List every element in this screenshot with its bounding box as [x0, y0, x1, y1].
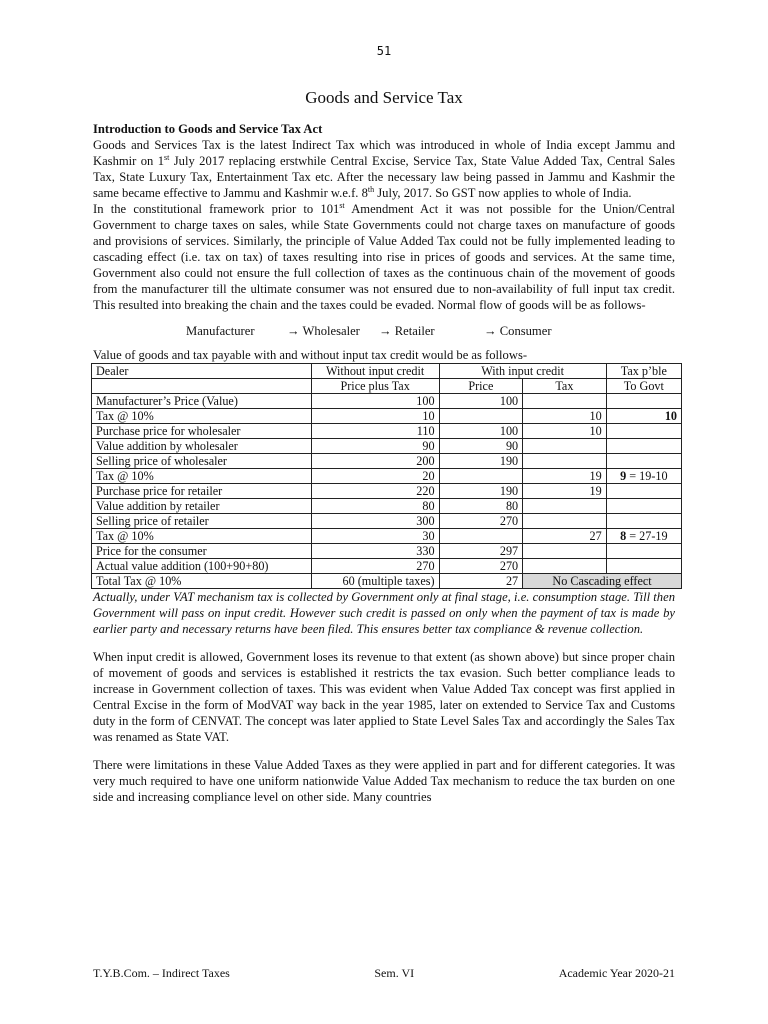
vat-note: Actually, under VAT mechanism tax is collected by Government only at final stage, i.e. consumption stage. Till then Government will pass on input credit. However such credit is passed on only when the payment of tax is made by earlier party and necessary returns have been filed. This ensures better tax compliance & revenue collection. [93, 590, 675, 636]
row-price: 80 [439, 499, 523, 514]
header-without-credit: Without input credit [311, 364, 439, 379]
row-tax [523, 559, 607, 574]
row-label: Tax @ 10% [92, 469, 312, 484]
row-to-govt [606, 439, 681, 454]
flow-wholesaler: → Wholesaler [287, 324, 360, 338]
main-content [93, 121, 675, 805]
row-label: Value addition by wholesaler [92, 439, 312, 454]
subheader-price-plus-tax: Price plus Tax [311, 379, 439, 394]
row-label: Purchase price for retailer [92, 484, 312, 499]
section-heading: Introduction to Goods and Service Tax Act [93, 122, 323, 136]
flow-retailer: → Retailer [379, 324, 435, 338]
row-price [439, 529, 523, 544]
subheader-tax: Tax [523, 379, 607, 394]
row-price: 297 [439, 544, 523, 559]
row-without-credit: 330 [311, 544, 439, 559]
row-price: 90 [439, 439, 523, 454]
table-row [92, 559, 682, 574]
page-number: 51 [376, 44, 392, 58]
row-label: Selling price of wholesaler [92, 454, 312, 469]
table-row [92, 529, 682, 544]
row-without-credit: 80 [311, 499, 439, 514]
row-to-govt [606, 544, 681, 559]
row-tax [523, 394, 607, 409]
row-price: 100 [439, 424, 523, 439]
row-without-credit: 30 [311, 529, 439, 544]
row-to-govt-amount: 9 [620, 469, 627, 483]
row-tax [523, 439, 607, 454]
row-label: Manufacturer’s Price (Value) [92, 394, 312, 409]
row-tax [523, 514, 607, 529]
row-without-credit: 100 [311, 394, 439, 409]
table-intro: Value of goods and tax payable with and without input tax credit would be as follows- [93, 348, 528, 362]
header-with-credit: With input credit [439, 364, 606, 379]
row-price: 270 [439, 514, 523, 529]
row-to-govt-formula: = 27-19 [626, 529, 668, 543]
row-tax: 27 [523, 529, 607, 544]
row-tax: 10 [523, 409, 607, 424]
row-price: 270 [439, 559, 523, 574]
row-to-govt-amount: 8 [620, 529, 627, 543]
footer-semester: Sem. VI [374, 966, 415, 980]
row-without-credit: 200 [311, 454, 439, 469]
total-note: No Cascading effect [523, 574, 682, 589]
row-price [439, 409, 523, 424]
row-to-govt [606, 529, 681, 544]
row-label: Value addition by retailer [92, 499, 312, 514]
row-label: Actual value addition (100+90+80) [92, 559, 312, 574]
total-without: 60 (multiple taxes) [311, 574, 439, 589]
framework-paragraph: In the constitutional framework prior to 101st Amendment Act it was not possible for the Union/Central Government to charge taxes on sales, while State Governments could not charge taxes on manufacture of goods and provisions of services. Similarly, the principle of Value Added Tax could not be fully implemented leading to cascading effect (i.e. tax on tax) of taxes resulting into rise in prices of goods and services. At the same time, Government also could not ensure the full collection of taxes as the continuous chain of the movement of goods from the manufacturer till the ultimate consumer was not ensured due to non-availability of full input tax credit. This resulted into breaking the chain and the taxes could be evaded. Normal flow of goods will be as follows- [93, 200, 675, 312]
row-to-govt-formula: = 19-10 [626, 469, 668, 483]
table-row [92, 394, 682, 409]
row-to-govt [606, 469, 681, 484]
total-label: Total Tax @ 10% [92, 574, 312, 589]
row-without-credit: 270 [311, 559, 439, 574]
table-row [92, 424, 682, 439]
table-row [92, 499, 682, 514]
table-row [92, 514, 682, 529]
row-price: 190 [439, 454, 523, 469]
row-to-govt [606, 559, 681, 574]
row-to-govt [606, 499, 681, 514]
row-tax: 10 [523, 424, 607, 439]
table-row [92, 469, 682, 484]
header-tax-payable: Tax p’ble [606, 364, 681, 379]
row-to-govt [606, 514, 681, 529]
table-subheader-row [92, 379, 682, 394]
row-tax [523, 544, 607, 559]
row-without-credit: 220 [311, 484, 439, 499]
header-dealer: Dealer [92, 364, 312, 379]
row-label: Tax @ 10% [92, 409, 312, 424]
row-label: Price for the consumer [92, 544, 312, 559]
row-without-credit: 20 [311, 469, 439, 484]
total-price: 27 [439, 574, 523, 589]
row-tax: 19 [523, 484, 607, 499]
row-without-credit: 300 [311, 514, 439, 529]
intro-paragraph: Goods and Services Tax is the latest Indirect Tax which was introduced in whole of India except Jammu and Kashmir on 1st July 2017 replacing erstwhile Central Excise, Service Tax, State Value Added Tax, Central Sales Tax, State Luxury Tax, Entertainment Tax etc. After the necessary law being passed in Jammu and Kashmir the same became effective to Jammu and Kashmir w.e.f. 8th July, 2017. So GST now applies to whole of India. [93, 138, 675, 200]
row-without-credit: 110 [311, 424, 439, 439]
row-tax: 19 [523, 469, 607, 484]
goods-flow [186, 323, 675, 339]
row-label: Selling price of retailer [92, 514, 312, 529]
row-price: 100 [439, 394, 523, 409]
limitations-paragraph: There were limitations in these Value Added Taxes as they were applied in part and for different categories. It was very much required to have one uniform nationwide Value Added Tax mechanism to reduce the tax burden on one side and increasing compliance level on other side. Many countries [93, 758, 675, 804]
table-row [92, 439, 682, 454]
row-tax [523, 499, 607, 514]
row-without-credit: 10 [311, 409, 439, 424]
row-without-credit: 90 [311, 439, 439, 454]
table-header-row [92, 364, 682, 379]
row-to-govt [606, 409, 681, 424]
row-to-govt [606, 424, 681, 439]
table-row [92, 454, 682, 469]
table-row [92, 484, 682, 499]
footer-year: Academic Year 2020-21 [558, 966, 675, 980]
table-row [92, 409, 682, 424]
row-price: 190 [439, 484, 523, 499]
row-label: Tax @ 10% [92, 529, 312, 544]
table-row [92, 544, 682, 559]
input-credit-paragraph: When input credit is allowed, Government loses its revenue to that extent (as shown above) but since proper chain of movement of goods and services is established it restricts the tax evasion. Such better compliance leads to increase in Government collection of taxes. This was evident when Value Added Tax concept was first applied in Central Excise in the form of ModVAT way back in the year 1985, later on extended to Service Tax and Customs duty in the form of CENVAT. The concept was later applied to State Level Sales Tax and accordingly the Sales Tax was renamed as State VAT. [93, 650, 675, 744]
footer-course: T.Y.B.Com. – Indirect Taxes [93, 966, 230, 980]
row-tax [523, 454, 607, 469]
row-price [439, 469, 523, 484]
row-to-govt [606, 484, 681, 499]
row-to-govt [606, 454, 681, 469]
row-to-govt-amount: 10 [664, 409, 677, 423]
row-to-govt [606, 394, 681, 409]
flow-consumer: → Consumer [484, 324, 552, 338]
page-title: Goods and Service Tax [305, 88, 463, 107]
page-footer [93, 966, 675, 981]
subheader-to-govt: To Govt [606, 379, 681, 394]
table-total-row [92, 574, 682, 589]
tax-comparison-table [91, 363, 682, 589]
subheader-price: Price [439, 379, 523, 394]
row-label: Purchase price for wholesaler [92, 424, 312, 439]
flow-manufacturer: Manufacturer [186, 324, 255, 338]
